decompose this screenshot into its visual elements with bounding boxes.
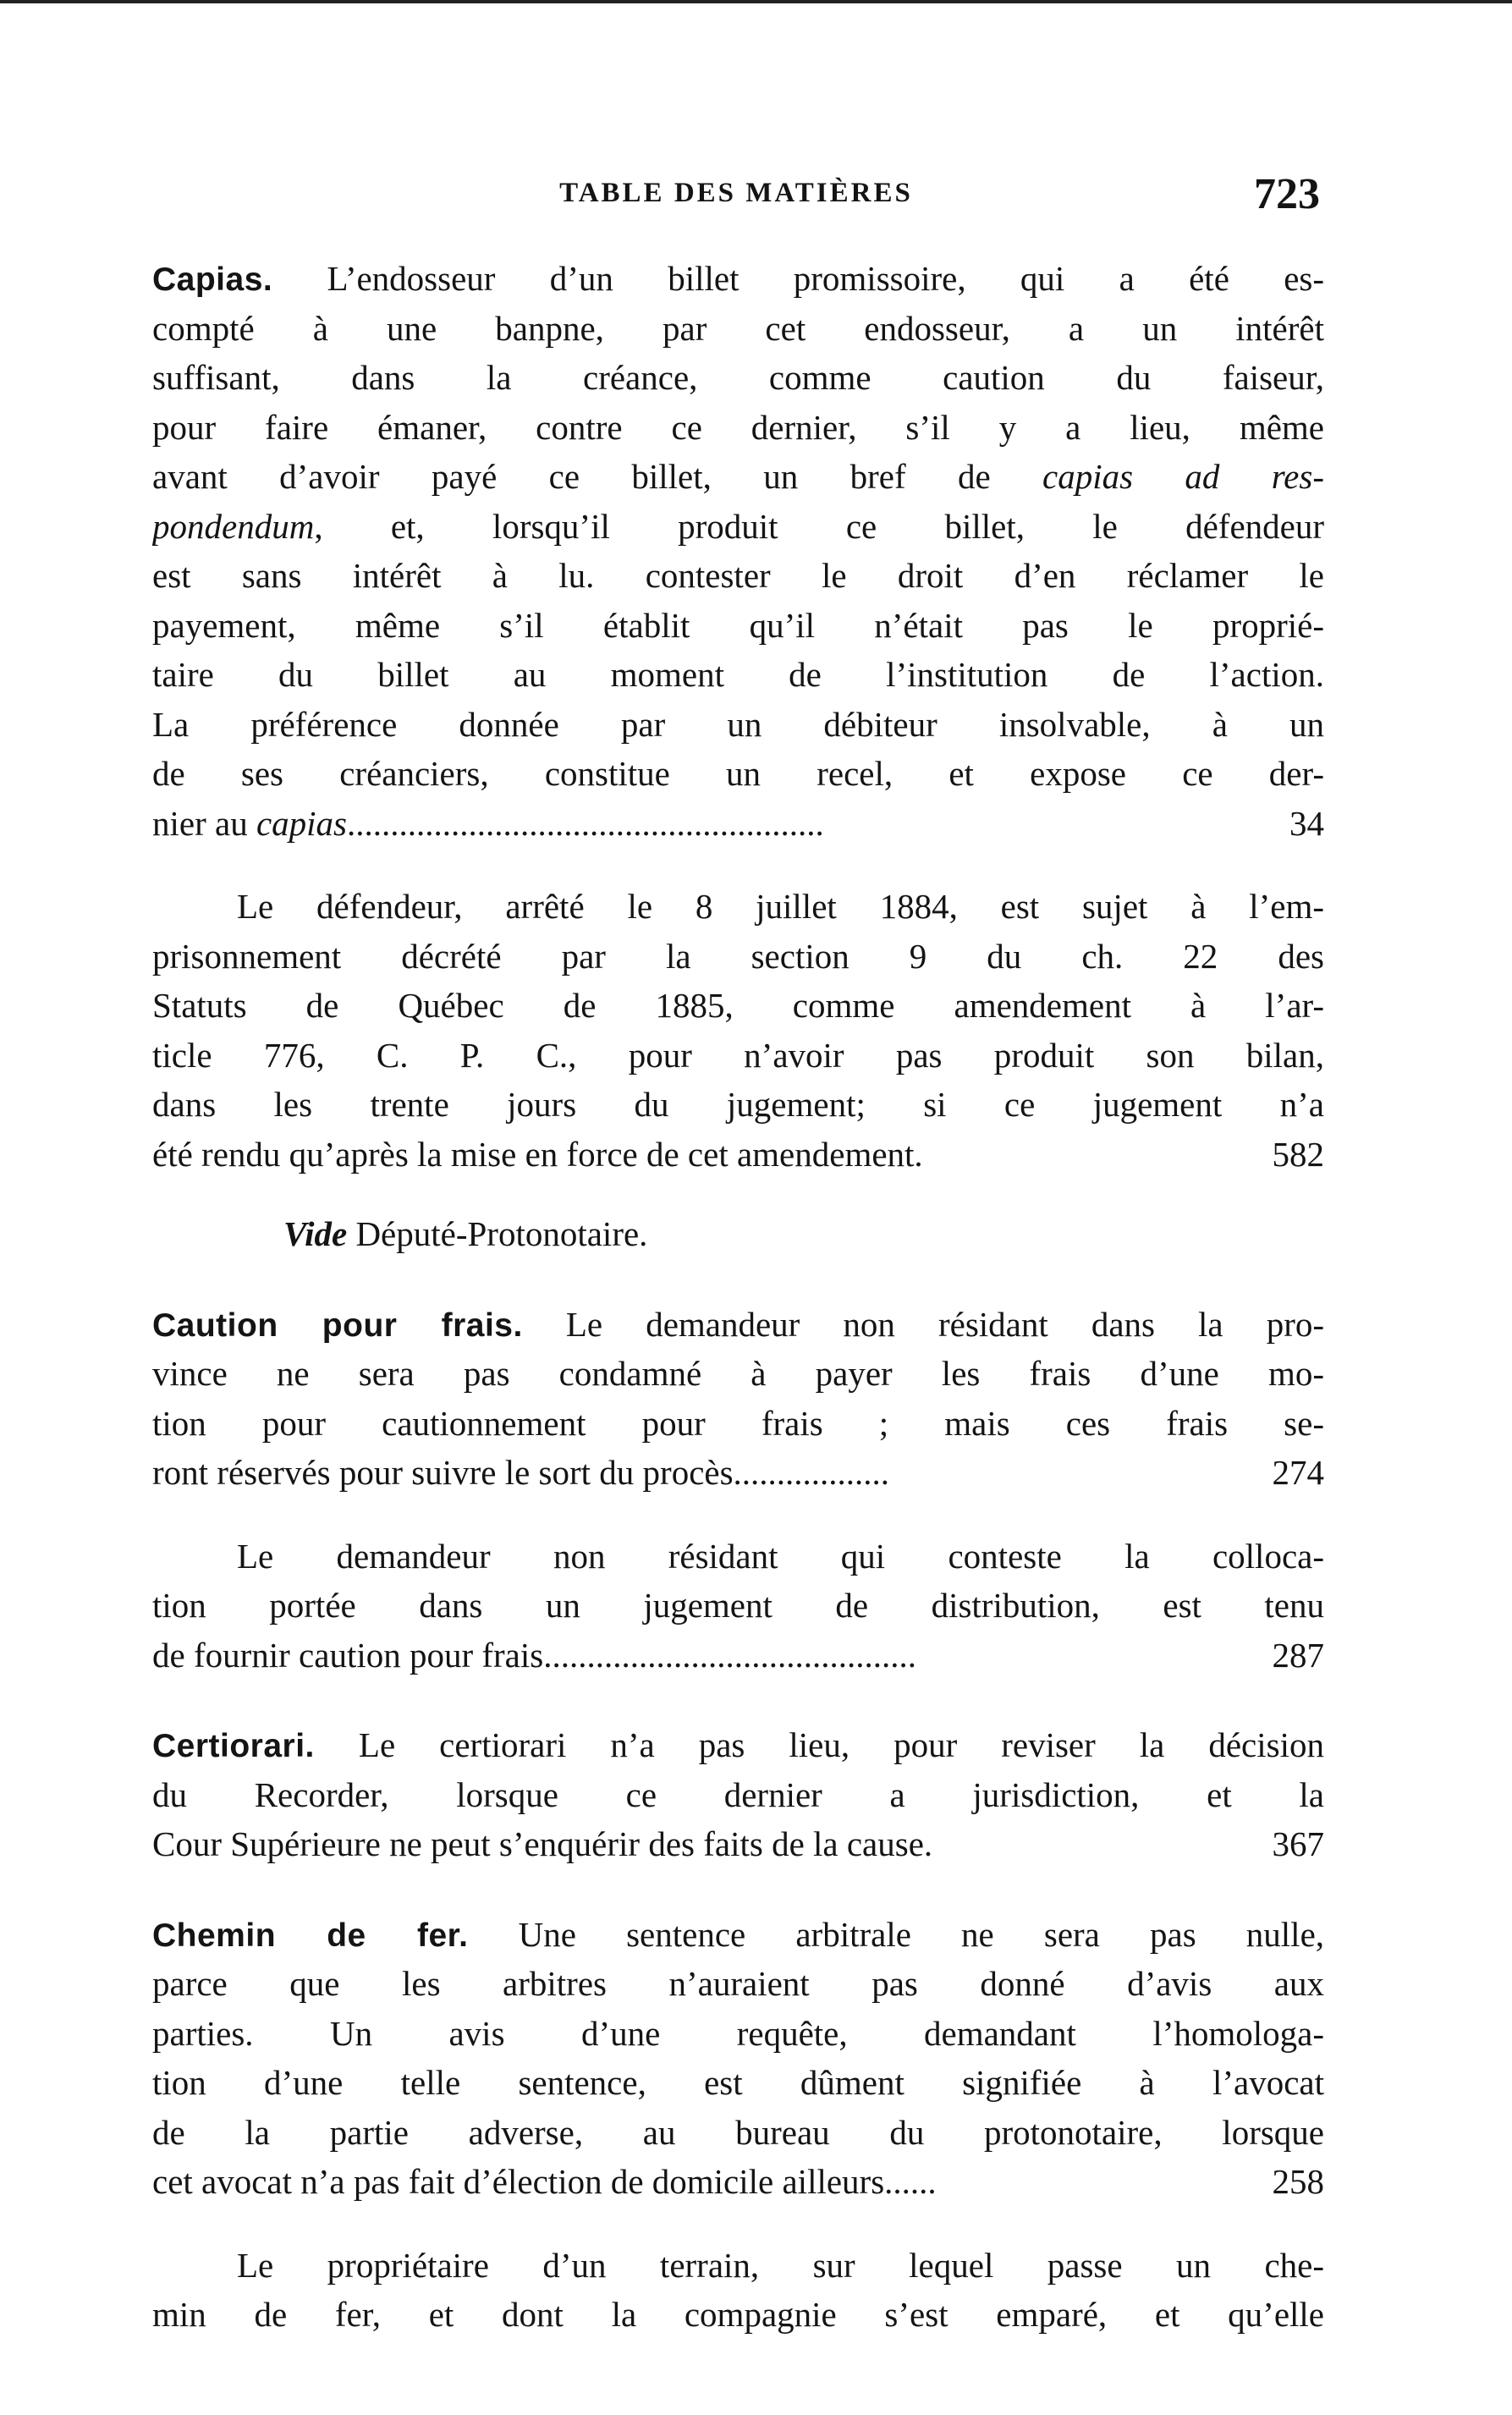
entry-headword: Certiorari.: [152, 1728, 315, 1764]
page-number: 723: [1254, 170, 1320, 218]
text-line: du Recorder, lorsque ce dernier a jurisdiction, et la: [152, 1774, 1324, 1814]
entry-paragraph: [152, 1910, 1324, 2207]
text-line: avant d’avoir payé ce billet, un bref de capias ad res-: [152, 457, 1324, 496]
page-reference: 367: [1272, 1824, 1324, 1863]
line-text: de fournir caution pour frais...........................................: [152, 1635, 916, 1675]
text-line: Le demandeur non résidant qui conteste la colloca-: [237, 1536, 1324, 1576]
text-line-with-reference: [152, 1631, 1324, 1681]
line-text: été rendu qu’après la mise en force de cet amendement.: [152, 1134, 923, 1174]
text-line: pondendum, et, lorsqu’il produit ce billet, le défendeur: [152, 506, 1324, 546]
text-line-with-reference: [152, 799, 1324, 849]
see-also-target: Député-Protonotaire.: [355, 1214, 648, 1253]
text-line: compté à une banpne, par cet endosseur, a un intérêt: [152, 308, 1324, 348]
see-also-label: Vide: [283, 1214, 348, 1253]
text-line-with-reference: [152, 1819, 1324, 1869]
entry-paragraph: [152, 2241, 1324, 2340]
text-line: tion portée dans un jugement de distribution, est tenu: [152, 1586, 1324, 1625]
text-line: est sans intérêt à lu. contester le droit d’en réclamer le: [152, 556, 1324, 595]
text-line: [152, 1300, 1324, 1350]
index-entry: [152, 254, 1324, 1259]
page-reference: 274: [1272, 1453, 1324, 1492]
line-text: ront réservés pour suivre le sort du procès..................: [152, 1453, 890, 1492]
text-line-with-reference: [152, 1448, 1324, 1498]
text-line: parties. Un avis d’une requête, demandant l’homologa-: [152, 2013, 1324, 2053]
entry-paragraph: [152, 882, 1324, 1179]
entry-paragraph: [152, 1532, 1324, 1681]
text-line: tion pour cautionnement pour frais ; mais ces frais se-: [152, 1403, 1324, 1443]
text-line: dans les trente jours du jugement; si ce jugement n’a: [152, 1085, 1324, 1124]
index-entry: [152, 1910, 1324, 2340]
page-header: [152, 169, 1320, 220]
page-reference: 258: [1272, 2162, 1324, 2201]
entry-headword: Chemin de fer.: [152, 1917, 469, 1954]
entry-headword: Capias.: [152, 261, 273, 298]
text-line: payement, même s’il établit qu’il n’était pas le proprié-: [152, 605, 1324, 645]
line-text: Le demandeur non résidant dans la pro-: [565, 1304, 1324, 1344]
text-line: Le propriétaire d’un terrain, sur lequel passe un che-: [237, 2245, 1324, 2285]
text-line: vince ne sera pas condamné à payer les frais d’une mo-: [152, 1354, 1324, 1393]
line-text: Cour Supérieure ne peut s’enquérir des faits de la cause.: [152, 1824, 933, 1863]
entry-paragraph: [152, 254, 1324, 848]
entry-paragraph: [152, 1720, 1324, 1869]
line-text: Le certiorari n’a pas lieu, pour reviser la décision: [358, 1725, 1324, 1764]
index-entry: [152, 1720, 1324, 1869]
index-content: [152, 254, 1324, 2380]
text-line: de la partie adverse, au bureau du protonotaire, lorsque: [152, 2112, 1324, 2152]
text-line: [152, 1910, 1324, 1960]
text-line: suffisant, dans la créance, comme caution du faiseur,: [152, 358, 1324, 397]
see-also-reference: [152, 1209, 1324, 1259]
page-reference: 34: [1289, 803, 1324, 843]
text-line-with-reference: [152, 2157, 1324, 2207]
text-line: ticle 776, C. P. C., pour n’avoir pas produit son bilan,: [152, 1035, 1324, 1075]
top-rule: [0, 0, 1512, 3]
entry-paragraph: [152, 1300, 1324, 1498]
text-line: de ses créanciers, constitue un recel, et expose ce der-: [152, 754, 1324, 793]
text-line-with-reference: [152, 1130, 1324, 1180]
page-reference: 287: [1272, 1635, 1324, 1675]
text-line: taire du billet au moment de l’institution de l’action.: [152, 655, 1324, 694]
text-line: parce que les arbitres n’auraient pas donné d’avis aux: [152, 1964, 1324, 2003]
text-line: La préférence donnée par un débiteur insolvable, à un: [152, 704, 1324, 744]
line-text: nier au capias.......................................................: [152, 803, 824, 843]
line-text: cet avocat n’a pas fait d’élection de domicile ailleurs......: [152, 2162, 937, 2201]
entry-headword: Caution pour frais.: [152, 1307, 523, 1344]
text-line: prisonnement décrété par la section 9 du ch. 22 des: [152, 936, 1324, 976]
text-line: tion d’une telle sentence, est dûment signifiée à l’avocat: [152, 2063, 1324, 2102]
text-line: Le défendeur, arrêté le 8 juillet 1884, est sujet à l’em-: [237, 887, 1324, 926]
text-line: Statuts de Québec de 1885, comme amendement à l’ar-: [152, 986, 1324, 1025]
running-title: TABLE DES MATIÈRES: [559, 178, 913, 208]
text-line: [152, 254, 1324, 304]
text-line: [152, 1720, 1324, 1770]
page-reference: 582: [1272, 1134, 1324, 1174]
line-text: L’endosseur d’un billet promissoire, qui a été es-: [327, 259, 1324, 298]
text-line: pour faire émaner, contre ce dernier, s’il y a lieu, même: [152, 407, 1324, 447]
text-line: min de fer, et dont la compagnie s’est emparé, et qu’elle: [152, 2295, 1324, 2334]
line-text: Une sentence arbitrale ne sera pas nulle,: [518, 1914, 1324, 1954]
index-entry: [152, 1300, 1324, 1681]
